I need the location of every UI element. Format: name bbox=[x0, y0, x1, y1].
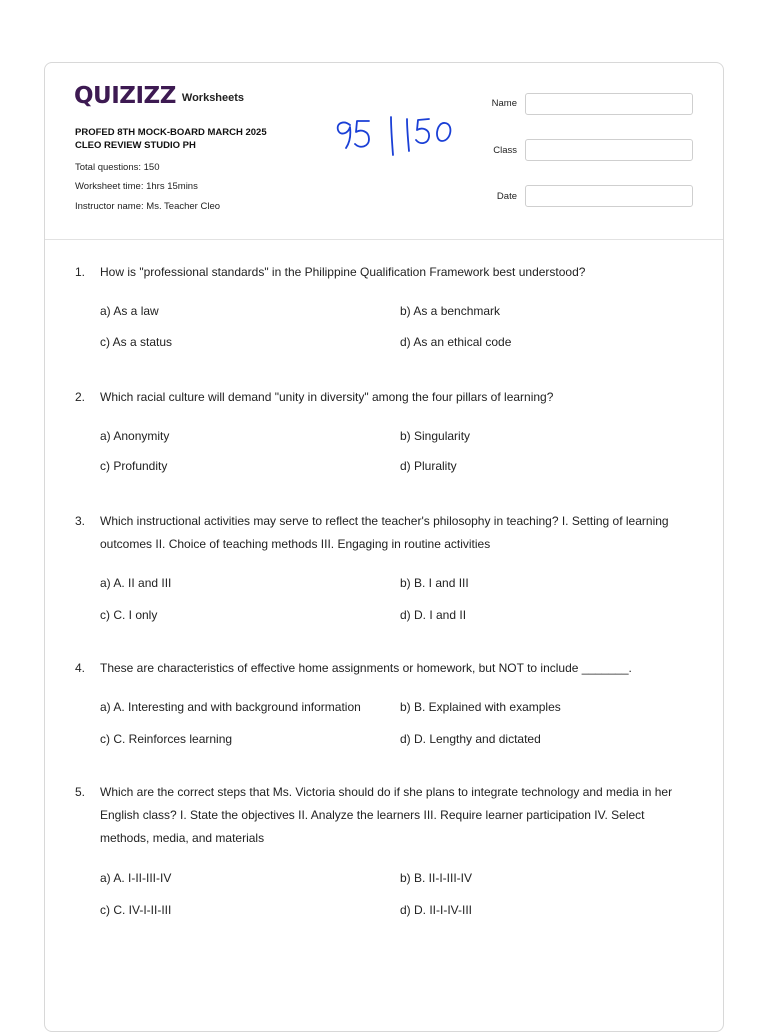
worksheet-time: Worksheet time: 1hrs 15mins bbox=[75, 181, 198, 192]
question-number: 4. bbox=[75, 661, 86, 675]
date-label: Date bbox=[496, 191, 517, 202]
title-line-2: CLEO REVIEW STUDIO PH bbox=[75, 140, 196, 151]
question-text: These are characteristics of effective home assignments or homework, but NOT to include _______. bbox=[100, 661, 632, 675]
option-a[interactable]: a) A. II and III bbox=[100, 576, 172, 590]
question-4 bbox=[75, 657, 695, 680]
title-line-1: PROFED 8TH MOCK-BOARD MARCH 2025 bbox=[75, 127, 267, 138]
option-d[interactable]: d) D. Lengthy and dictated bbox=[400, 732, 541, 746]
option-b[interactable]: b) B. II-I-III-IV bbox=[400, 871, 473, 885]
option-d[interactable]: d) D. I and II bbox=[400, 608, 467, 622]
option-d[interactable]: d) D. II-I-IV-III bbox=[400, 903, 473, 917]
question-text: Which racial culture will demand "unity in diversity" among the four pillars of learning? bbox=[100, 390, 554, 404]
option-a[interactable]: a) As a law bbox=[100, 304, 159, 318]
option-b[interactable]: b) B. Explained with examples bbox=[400, 700, 561, 714]
question-number: 1. bbox=[75, 265, 86, 279]
option-b[interactable]: b) B. I and III bbox=[400, 576, 469, 590]
option-c[interactable]: c) C. Reinforces learning bbox=[100, 732, 233, 746]
date-field[interactable] bbox=[525, 185, 693, 207]
quizizz-logo bbox=[74, 83, 244, 109]
class-label: Class bbox=[493, 145, 517, 156]
question-5 bbox=[75, 781, 695, 850]
option-a[interactable]: a) A. Interesting and with background information bbox=[100, 700, 361, 714]
option-b[interactable]: b) As a benchmark bbox=[400, 304, 501, 318]
option-a[interactable]: a) Anonymity bbox=[100, 429, 170, 443]
worksheet-card bbox=[44, 62, 724, 1032]
question-text: Which are the correct steps that Ms. Victoria should do if she plans to integrate technology and media in her English class? I. State the objectives II. Analyze the learners III. Require learner participation IV. Select methods, media, and materials bbox=[100, 785, 673, 845]
name-label: Name bbox=[491, 98, 517, 109]
option-d[interactable]: d) Plurality bbox=[400, 459, 457, 473]
class-field[interactable] bbox=[525, 139, 693, 161]
total-questions: Total questions: 150 bbox=[75, 162, 160, 173]
option-c[interactable]: c) Profundity bbox=[100, 459, 168, 473]
question-text: How is "professional standards" in the Philippine Qualification Framework best understood? bbox=[100, 265, 586, 279]
question-text: Which instructional activities may serve to reflect the teacher's philosophy in teaching? I. Setting of learning outcomes II. Choice of teaching methods III. Engaging in routine activities bbox=[100, 514, 669, 551]
question-1 bbox=[75, 261, 695, 284]
logo-subtitle: Worksheets bbox=[181, 92, 245, 104]
instructor-name: Instructor name: Ms. Teacher Cleo bbox=[75, 201, 221, 212]
option-c[interactable]: c) C. I only bbox=[100, 608, 158, 622]
question-number: 3. bbox=[75, 514, 86, 528]
logo-wordmark: QUIZIZZ bbox=[74, 83, 176, 109]
worksheet-header bbox=[45, 63, 723, 240]
option-a[interactable]: a) A. I-II-III-IV bbox=[100, 871, 172, 885]
option-c[interactable]: c) C. IV-I-II-III bbox=[100, 903, 172, 917]
worksheet-title bbox=[75, 126, 315, 152]
question-number: 5. bbox=[75, 785, 86, 799]
question-2 bbox=[75, 386, 695, 409]
question-number: 2. bbox=[75, 390, 86, 404]
option-d[interactable]: d) As an ethical code bbox=[400, 335, 512, 349]
name-field[interactable] bbox=[525, 93, 693, 115]
option-c[interactable]: c) As a status bbox=[100, 335, 173, 349]
question-3 bbox=[75, 510, 695, 556]
option-b[interactable]: b) Singularity bbox=[400, 429, 471, 443]
